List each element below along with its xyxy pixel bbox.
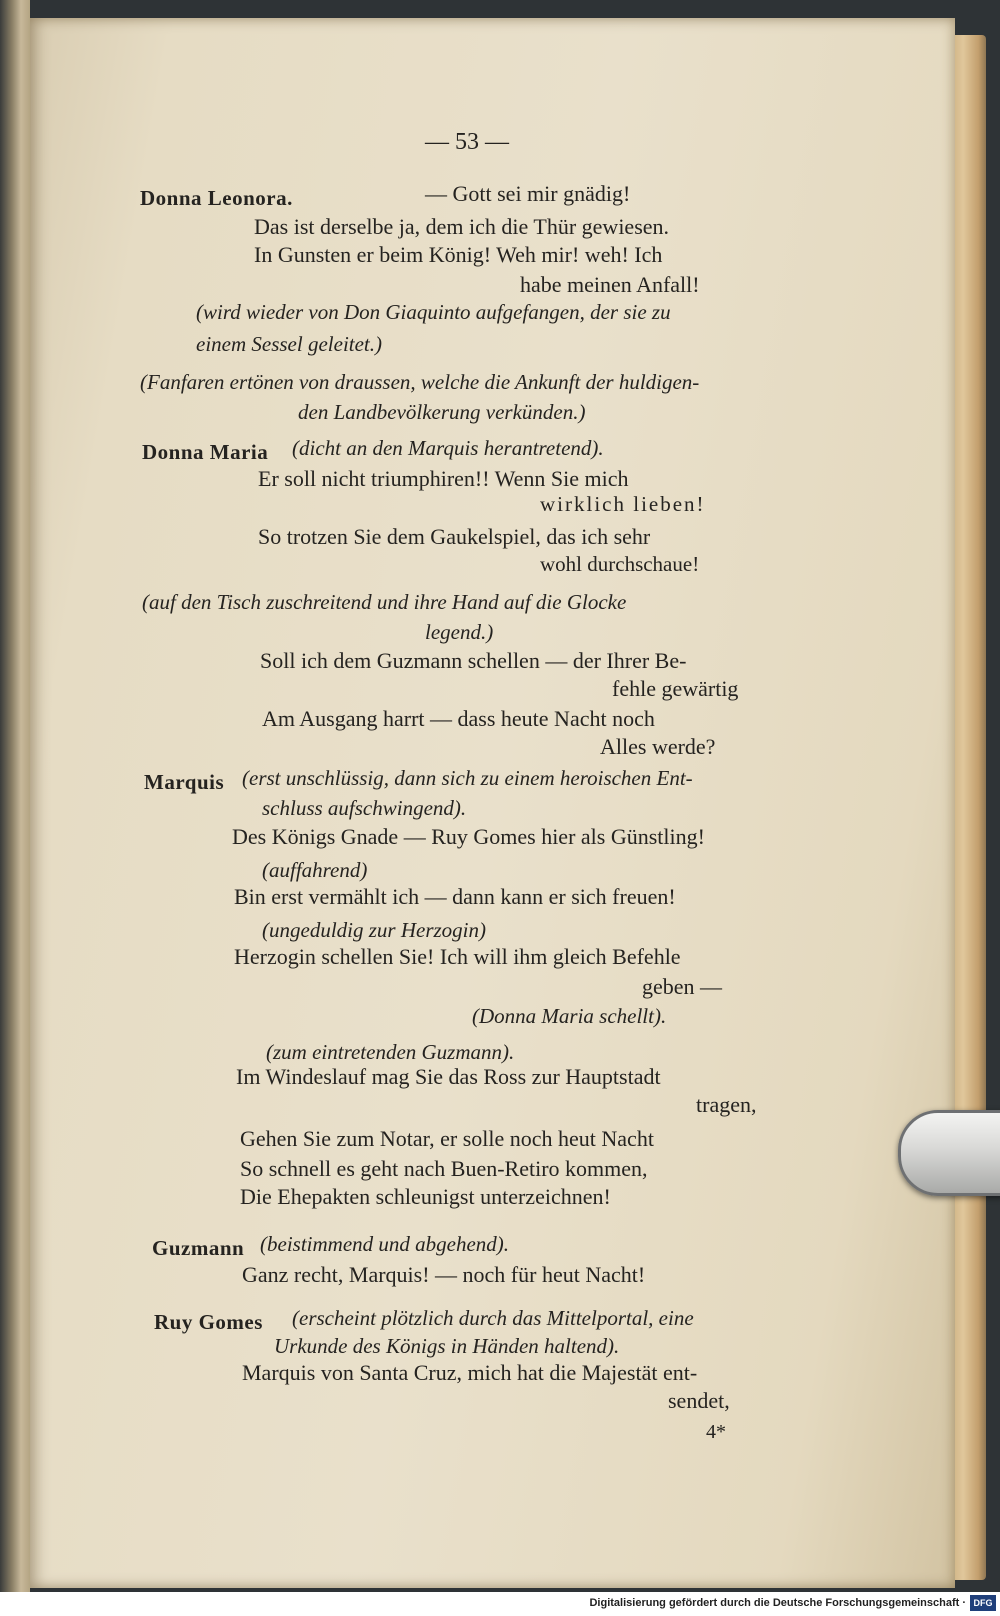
- dialogue-line: Marquis von Santa Cruz, mich hat die Majestät ent-: [242, 1360, 698, 1385]
- stage-direction: (auf den Tisch zuschreitend und ihre Hand auf die Glocke: [142, 590, 627, 614]
- stage-direction: schluss aufschwingend).: [262, 796, 467, 820]
- stage-direction: legend.): [425, 620, 494, 644]
- dialogue-line: Am Ausgang harrt — dass heute Nacht noch: [262, 706, 655, 731]
- dialogue-line: sendet,: [668, 1388, 730, 1413]
- dialogue-line: Bin erst vermählt ich — dann kann er sich freuen!: [234, 884, 676, 909]
- stage-direction: (erst unschlüssig, dann sich zu einem heroischen Ent-: [242, 766, 693, 790]
- dialogue-line: — Gott sei mir gnädig!: [425, 181, 631, 206]
- stage-direction: Urkunde des Königs in Händen haltend).: [274, 1334, 620, 1358]
- dialogue-line: wohl durchschaue!: [540, 552, 700, 576]
- speaker-donna-maria: Donna Maria: [142, 440, 269, 464]
- stage-direction: (ungeduldig zur Herzogin): [262, 918, 486, 942]
- footer-credit: Digitalisierung gefördert durch die Deutsche Forschungsgemeinschaft ·: [589, 1597, 966, 1609]
- speaker-guzmann: Guzmann: [152, 1236, 245, 1260]
- footer-bar: [0, 1592, 1000, 1616]
- dialogue-line: Die Ehepakten schleunigst unterzeichnen!: [240, 1184, 611, 1209]
- dialogue-line: So schnell es geht nach Buen-Retiro kommen,: [240, 1156, 648, 1181]
- dialogue-line: Soll ich dem Guzmann schellen — der Ihrer Be-: [260, 648, 687, 673]
- signature-mark: 4*: [706, 1421, 726, 1443]
- dialogue-line: Er soll nicht triumphiren!! Wenn Sie mich: [258, 466, 629, 491]
- speaker-ruy-gomes: Ruy Gomes: [154, 1310, 263, 1334]
- dialogue-line: Ganz recht, Marquis! — noch für heut Nacht!: [242, 1262, 646, 1287]
- book-page: [30, 18, 955, 1588]
- stage-direction: (erscheint plötzlich durch das Mittelportal, eine: [292, 1306, 694, 1330]
- dialogue-line: fehle gewärtig: [612, 676, 739, 701]
- dialogue-line: geben —: [642, 974, 723, 999]
- dfg-logo: DFG: [970, 1595, 996, 1611]
- stage-direction: (dicht an den Marquis herantretend).: [292, 436, 604, 460]
- stage-direction: (zum eintretenden Guzmann).: [266, 1040, 515, 1064]
- dialogue-line: wirklich lieben!: [540, 492, 706, 516]
- book-left-edge: [0, 0, 30, 1616]
- stage-direction: (Fanfaren ertönen von draussen, welche die Ankunft der huldigen-: [140, 370, 700, 394]
- stage-direction: (Donna Maria schellt).: [472, 1004, 667, 1028]
- dialogue-line: Alles werde?: [600, 734, 716, 759]
- dialogue-line: So trotzen Sie dem Gaukelspiel, das ich sehr: [258, 524, 651, 549]
- stage-direction: (wird wieder von Don Giaquinto aufgefangen, der sie zu: [196, 300, 671, 324]
- dialogue-line: tragen,: [696, 1092, 757, 1117]
- dialogue-line: habe meinen Anfall!: [520, 272, 700, 297]
- dialogue-line: Des Königs Gnade — Ruy Gomes hier als Günstling!: [232, 824, 705, 849]
- dialogue-line: Im Windeslauf mag Sie das Ross zur Hauptstadt: [236, 1064, 661, 1089]
- speaker-marquis: Marquis: [144, 770, 225, 794]
- dialogue-line: Gehen Sie zum Notar, er solle noch heut Nacht: [240, 1126, 654, 1151]
- stage-direction: einem Sessel geleitet.): [196, 332, 383, 356]
- dialogue-line: Herzogin schellen Sie! Ich will ihm gleich Befehle: [234, 944, 681, 969]
- dialogue-line: Das ist derselbe ja, dem ich die Thür gewiesen.: [254, 214, 670, 239]
- page-number: — 53 —: [425, 129, 509, 155]
- page-clip: [898, 1110, 1000, 1196]
- stage-direction: (beistimmend und abgehend).: [260, 1232, 510, 1256]
- stage-direction: den Landbevölkerung verkünden.): [298, 400, 586, 424]
- stage-direction: (auffahrend): [262, 858, 368, 882]
- speaker-donna-leonora: Donna Leonora.: [140, 186, 293, 210]
- dialogue-line: In Gunsten er beim König! Weh mir! weh! Ich: [254, 242, 663, 267]
